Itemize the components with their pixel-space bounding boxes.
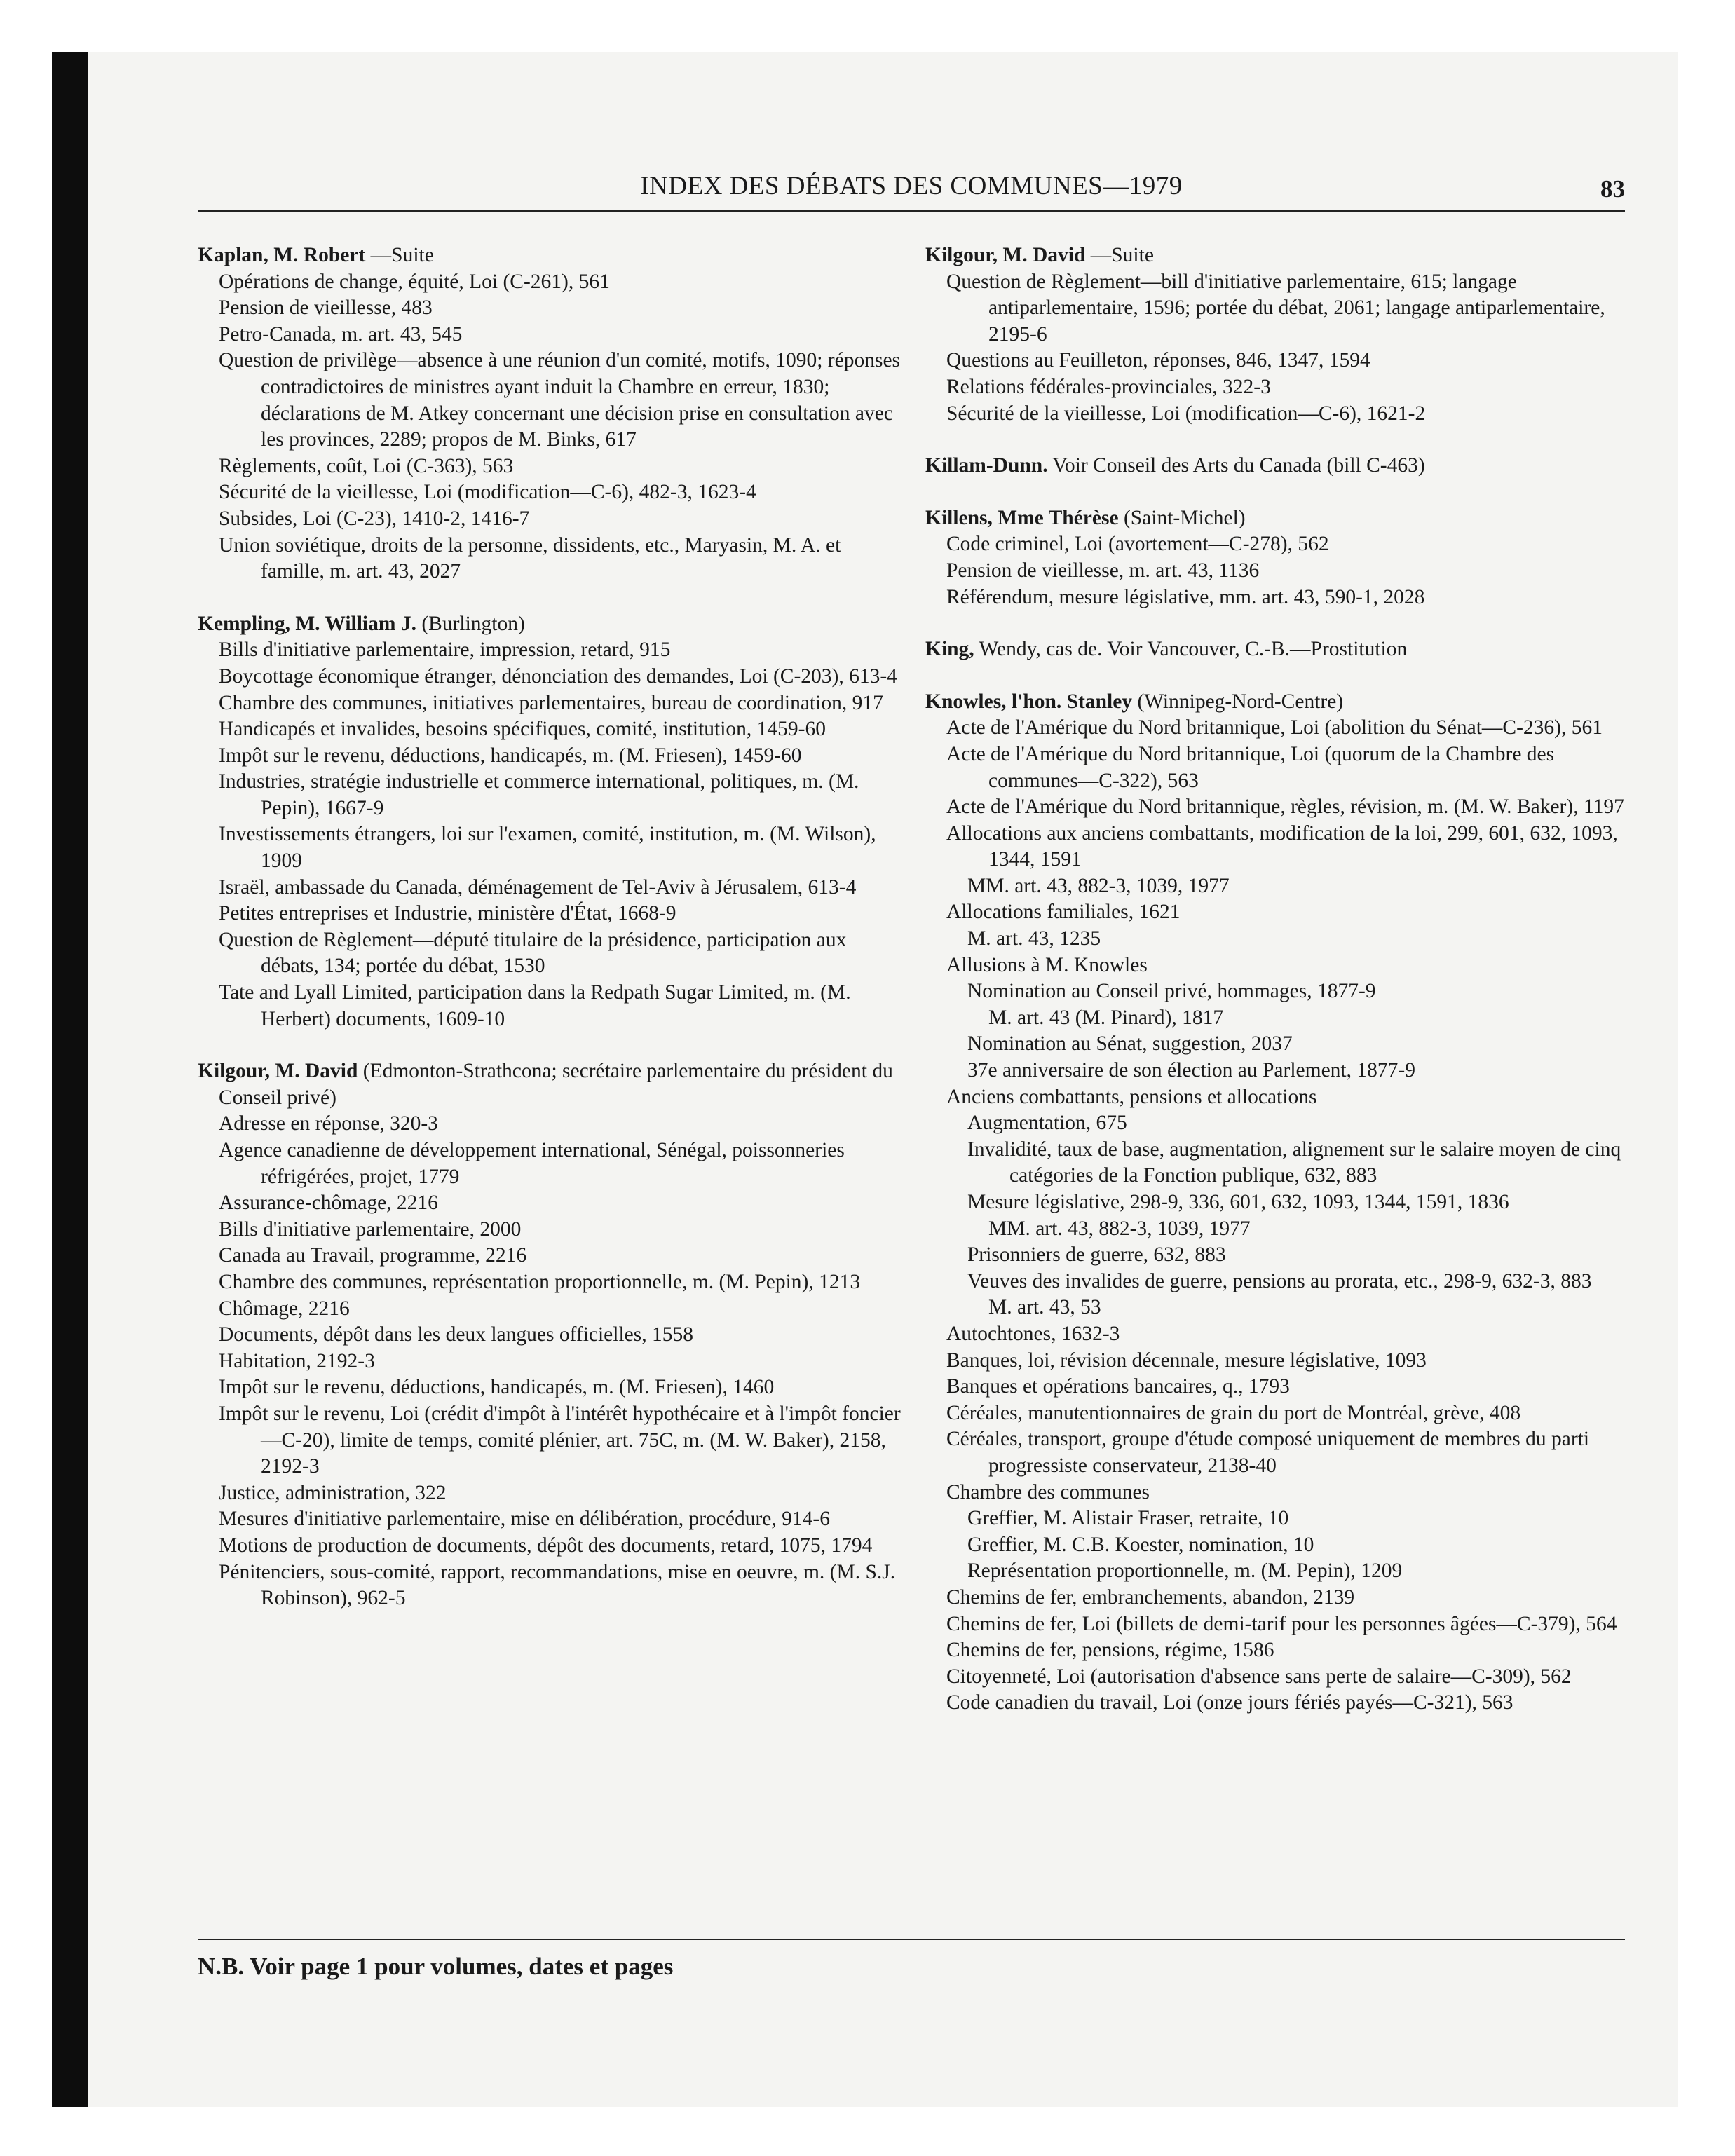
subentry: Impôt sur le revenu, déductions, handicapés, m. (M. Friesen), 1460 [219,1376,775,1399]
subentry: Céréales, transport, groupe d'étude composé uniquement de membres du parti progressiste conservateur, 2138-40 [946,1428,1590,1477]
subentry: Acte de l'Amérique du Nord britannique, Loi (quorum de la Chambre des communes—C-322), 563 [946,742,1555,792]
index-entry [198,243,906,585]
index-entry [198,1058,906,1611]
entry-heading [198,243,906,269]
subentry: Chemins de fer, pensions, régime, 1586 [946,1639,1274,1662]
index-entry [925,689,1626,1717]
subentry: Pension de vieillesse, 483 [219,296,433,320]
subentry: Motions de production de documents, dépôt des documents, retard, 1075, 1794 [219,1534,873,1557]
subentry: Documents, dépôt dans les deux langues officielles, 1558 [219,1323,693,1346]
index-entry [925,505,1626,610]
subentry: Nomination au Sénat, suggestion, 2037 [967,1032,1293,1056]
entry-name: Knowles, l'hon. Stanley [925,690,1133,713]
binding-edge [52,52,88,2107]
subentry: Impôt sur le revenu, Loi (crédit d'impôt à l'intérêt hypothécaire et à l'impôt foncier—C-20), limite de temps, comité plénier, art. 75C, m. (M. W. Baker), 2158, 2192-3 [219,1402,901,1478]
entry-heading [925,243,1626,269]
subentry: Allocations familiales, 1621 [946,901,1181,924]
subentry: Mesure législative, 298-9, 336, 601, 632, 1093, 1344, 1591, 1836 [967,1191,1509,1213]
subentry: Question de privilège—absence à une réunion d'un comité, motifs, 1090; réponses contradictoires de ministres ayant induit la Chambre en erreur, 1830; déclarations de M. Atkey concernant une décision prise en consultation avec les provinces, 2289; propos de M. Binks, 617 [219,349,901,451]
index-entry [925,453,1626,479]
entry-heading [198,611,906,638]
subentry: Assurance-chômage, 2216 [219,1192,438,1215]
subentry: Greffier, M. C.B. Koester, nomination, 10 [967,1533,1314,1556]
entry-name: Kilgour, M. David [198,1060,358,1083]
subentry: Canada au Travail, programme, 2216 [219,1244,527,1267]
subentry: Prisonniers de guerre, 632, 883 [967,1243,1226,1267]
subentry: Céréales, manutentionnaires de grain du port de Montréal, grève, 408 [946,1401,1521,1424]
subentry: Mesures d'initiative parlementaire, mise en délibération, procédure, 914-6 [219,1508,830,1531]
subentry: Petites entreprises et Industrie, ministère d'État, 1668-9 [219,902,676,925]
subentry: Banques et opérations bancaires, q., 1793 [946,1375,1290,1398]
subentry: Handicapés et invalides, besoins spécifiques, comité, institution, 1459-60 [219,718,826,741]
subentry: Questions au Feuilleton, réponses, 846, 1347, 1594 [946,349,1370,372]
subentry: Agence canadienne de développement international, Sénégal, poissonneries réfrigérées, projet, 1779 [219,1139,845,1188]
entry-name: Kempling, M. William J. [198,612,416,635]
subentry: Subsides, Loi (C-23), 1410-2, 1416-7 [219,507,530,530]
entry-name: Kaplan, M. Robert [198,244,366,266]
subentry: Question de Règlement—bill d'initiative parlementaire, 615; langage antiparlementaire, 1596; portée du débat, 2061; langage antiparlementaire, 2195-6 [946,270,1605,346]
subentry: Banques, loi, révision décennale, mesure législative, 1093 [946,1349,1427,1372]
subentry: Relations fédérales-provinciales, 322-3 [946,375,1271,398]
subentry: MM. art. 43, 882-3, 1039, 1977 [967,874,1230,897]
index-entry [198,611,906,1033]
subentry: Petro-Canada, m. art. 43, 545 [219,322,463,346]
subentry: Tate and Lyall Limited, participation dans la Redpath Sugar Limited, m. (M. Herbert) documents, 1609-10 [219,981,851,1030]
subentry: Impôt sur le revenu, déductions, handicapés, m. (M. Friesen), 1459-60 [219,744,802,767]
subentry: Chambre des communes, représentation proportionnelle, m. (M. Pepin), 1213 [219,1270,861,1293]
entry-heading [198,1058,906,1111]
entry-qualifier: —Suite [1085,244,1154,266]
subentry: Code criminel, Loi (avortement—C-278), 562 [946,533,1329,556]
index-entry [925,243,1626,427]
entry-heading [925,453,1626,479]
subentry: Adresse en réponse, 320-3 [219,1112,438,1135]
page-number: 83 [1600,175,1625,203]
entry-heading [925,636,1626,663]
subentry: Israël, ambassade du Canada, déménagement de Tel-Aviv à Jérusalem, 613-4 [219,875,857,899]
subentry: Anciens combattants, pensions et allocations [946,1085,1317,1108]
subentry: Industries, stratégie industrielle et commerce international, politiques, m. (M. Pepin), 1667-9 [219,770,859,819]
subentry: Justice, administration, 322 [219,1481,447,1504]
entry-name: Kilgour, M. David [925,244,1086,266]
subentry: Code canadien du travail, Loi (onze jours fériés payés—C-321), 563 [946,1691,1513,1714]
subentry: Investissements étrangers, loi sur l'examen, comité, institution, m. (M. Wilson), 1909 [219,823,876,873]
subentry: Acte de l'Amérique du Nord britannique, Loi (abolition du Sénat—C-236), 561 [946,716,1603,739]
subentry: Sécurité de la vieillesse, Loi (modification—C-6), 482-3, 1623-4 [219,481,756,504]
subentry: Chambre des communes [946,1480,1150,1503]
entry-qualifier: (Winnipeg-Nord-Centre) [1132,690,1344,713]
subentry: Sécurité de la vieillesse, Loi (modification—C-6), 1621-2 [946,402,1426,425]
subentry: Augmentation, 675 [967,1112,1127,1135]
subentry: M. art. 43, 1235 [967,927,1101,950]
entry-qualifier: Wendy, cas de. Voir Vancouver, C.-B.—Prostitution [974,638,1408,661]
subentry: Bills d'initiative parlementaire, impression, retard, 915 [219,639,671,662]
entry-qualifier: (Saint-Michel) [1118,506,1246,529]
subentry: Allocations aux anciens combattants, modification de la loi, 299, 601, 632, 1093, 1344, 1591 [946,821,1618,871]
entry-name: King, [925,638,974,661]
entry-heading [925,689,1626,716]
subentry: Pension de vieillesse, m. art. 43, 1136 [946,559,1260,582]
subentry: Habitation, 2192-3 [219,1349,375,1372]
subentry: Invalidité, taux de base, augmentation, alignement sur le salaire moyen de cinq catégories de la Fonction publique, 632, 883 [967,1138,1621,1187]
subentry: Représentation proportionnelle, m. (M. Pepin), 1209 [967,1560,1403,1583]
subentry: Acte de l'Amérique du Nord britannique, règles, révision, m. (M. W. Baker), 1197 [946,796,1624,819]
subentry: Greffier, M. Alistair Fraser, retraite, 10 [967,1507,1289,1530]
subentry: Chemins de fer, Loi (billets de demi-tarif pour les personnes âgées—C-379), 564 [946,1612,1617,1635]
entry-heading [925,505,1626,532]
subentry: Chambre des communes, initiatives parlementaires, bureau de coordination, 917 [219,691,883,714]
subentry: Nomination au Conseil privé, hommages, 1877-9 [967,980,1376,1003]
subentry: Pénitenciers, sous-comité, rapport, recommandations, mise en oeuvre, m. (M. S.J. Robinson), 962-5 [219,1560,896,1610]
subentry: MM. art. 43, 882-3, 1039, 1977 [988,1217,1251,1240]
subentry: 37e anniversaire de son élection au Parlement, 1877-9 [967,1059,1415,1082]
index-entry [925,636,1626,663]
subentry: M. art. 43 (M. Pinard), 1817 [988,1006,1224,1029]
subentry: Union soviétique, droits de la personne, dissidents, etc., Maryasin, M. A. et famille, m. art. 43, 2027 [219,533,841,583]
subentry: Opérations de change, équité, Loi (C-261), 561 [219,270,610,293]
entry-qualifier: (Edmonton-Strathcona; secrétaire parlementaire du président du Conseil privé) [219,1060,893,1109]
footer-note: N.B. Voir page 1 pour volumes, dates et pages [198,1953,674,1980]
page-header [198,171,1625,212]
subentry: Autochtones, 1632-3 [946,1322,1120,1345]
subentry: Chômage, 2216 [219,1297,350,1320]
entry-qualifier: Voir Conseil des Arts du Canada (bill C-463) [1047,454,1425,477]
subentry: Allusions à M. Knowles [946,953,1148,976]
page-title: INDEX DES DÉBATS DES COMMUNES—1979 [640,172,1183,200]
right-column [925,243,1626,1742]
subentry: M. art. 43, 53 [988,1296,1101,1319]
left-column [198,243,906,1638]
entry-name: Killens, Mme Thérèse [925,506,1119,529]
subentry: Question de Règlement—député titulaire de la présidence, participation aux débats, 134; portée du débat, 1530 [219,928,847,978]
subentry: Référendum, mesure législative, mm. art. 43, 590-1, 2028 [946,585,1425,608]
entry-name: Killam-Dunn. [925,454,1048,477]
subentry: Règlements, coût, Loi (C-363), 563 [219,454,514,477]
entry-qualifier: (Burlington) [416,612,525,635]
subentry: Veuves des invalides de guerre, pensions au prorata, etc., 298-9, 632-3, 883 [967,1269,1592,1292]
entry-qualifier: —Suite [365,244,434,266]
subentry: Chemins de fer, embranchements, abandon, 2139 [946,1585,1355,1609]
footer-rule [198,1939,1625,1940]
subentry: Boycottage économique étranger, dénonciation des demandes, Loi (C-203), 613-4 [219,664,897,688]
subentry: Citoyenneté, Loi (autorisation d'absence sans perte de salaire—C-309), 562 [946,1665,1572,1688]
subentry: Bills d'initiative parlementaire, 2000 [219,1217,522,1241]
